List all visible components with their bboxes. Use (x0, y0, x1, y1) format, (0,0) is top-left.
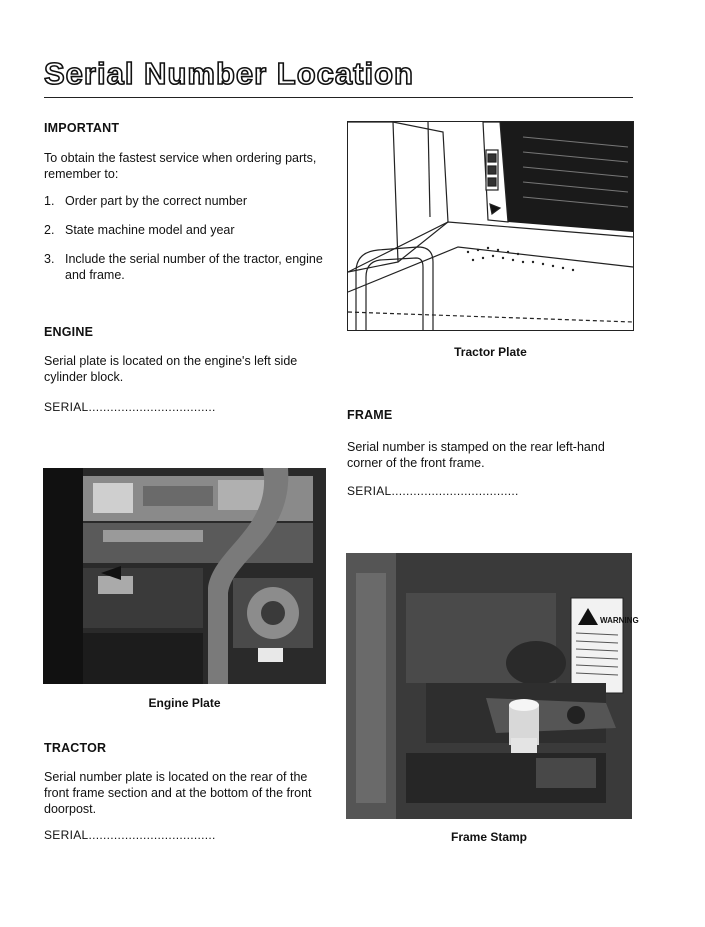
important-heading: IMPORTANT (44, 121, 120, 135)
frame-stamp-caption: Frame Stamp (450, 830, 528, 844)
engine-text: Serial plate is located on the engine's left side cylinder block. (44, 354, 298, 384)
tractor-plate-caption: Tractor Plate (454, 345, 527, 359)
warning-sign-label: WARNING (600, 616, 639, 625)
tractor-heading: TRACTOR (44, 741, 107, 755)
list-item-text: State machine model and year (65, 223, 235, 237)
tractor-text: Serial number plate is located on the rear of the front frame section and at the bottom of the front doorpost. (44, 770, 312, 816)
tractor-plate-drawing (347, 121, 634, 331)
list-item-text: Order part by the correct number (65, 194, 248, 208)
frame-heading: FRAME (347, 408, 393, 422)
title-rule (44, 97, 633, 98)
list-item (44, 193, 329, 209)
instruction-list (44, 193, 329, 296)
list-item-number: 1. (44, 194, 55, 208)
list-item (44, 222, 329, 238)
engine-plate-caption: Engine Plate (148, 696, 221, 710)
engine-serial-line: SERIAL................................... (44, 400, 216, 414)
list-item-number: 3. (44, 252, 55, 266)
frame-photo (346, 553, 639, 819)
list-item-text: Include the serial number of the tractor, engine and frame. (65, 252, 323, 282)
frame-text: Serial number is stamped on the rear left-hand corner of the front frame. (347, 440, 605, 470)
important-intro: To obtain the fastest service when ordering parts, remember to: (44, 151, 317, 181)
tractor-serial-line: SERIAL................................... (44, 828, 216, 842)
engine-photo (43, 468, 326, 684)
page-title: Serial Number Location (44, 56, 414, 91)
list-item (44, 251, 329, 283)
engine-heading: ENGINE (44, 325, 94, 339)
frame-serial-line: SERIAL................................... (347, 484, 519, 498)
list-item-number: 2. (44, 223, 55, 237)
